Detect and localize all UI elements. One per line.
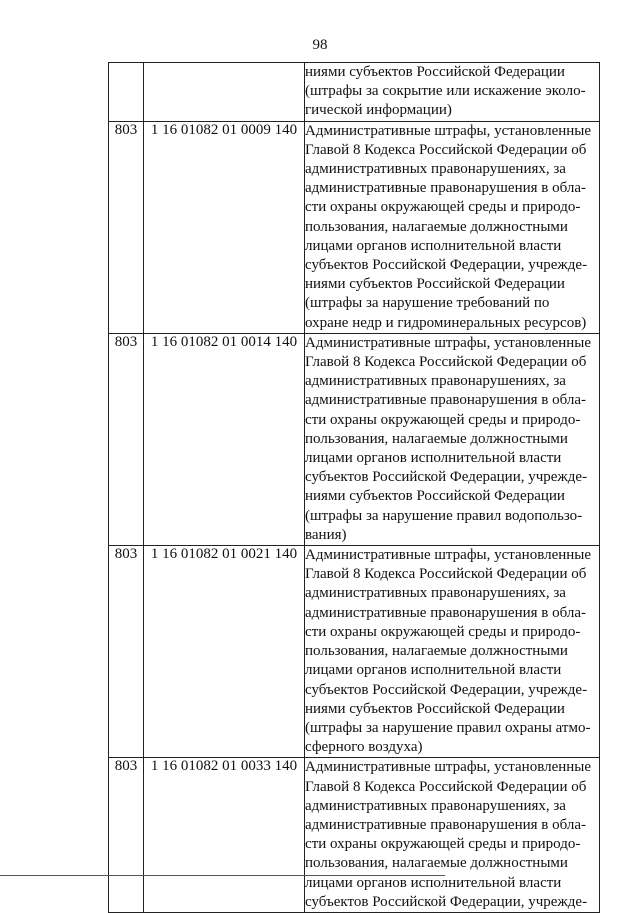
- budget-code-cell: 1 16 01082 01 0014 140: [144, 333, 305, 545]
- description-line: Главой 8 Кодекса Российской Федерации об: [305, 354, 587, 371]
- description-line: ниями субъектов Российской Федерации: [305, 488, 565, 505]
- description-line: (штрафы за нарушение правил водопользо-: [305, 507, 583, 524]
- description-line: лицами органов исполнительной власти: [305, 450, 562, 467]
- description-line: субъектов Российской Федерации, учрежде-: [305, 681, 588, 698]
- description-line: лицами органов исполнительной власти: [305, 874, 562, 891]
- description-line: субъектов Российской Федерации, учрежде-: [305, 257, 588, 274]
- description-line: субъектов Российской Федерации, учрежде-: [305, 469, 588, 486]
- description-line: пользования, налагаемые должностными: [305, 643, 568, 660]
- admin-code-cell: 803: [109, 333, 144, 545]
- description-line: Главой 8 Кодекса Российской Федерации об: [305, 566, 587, 583]
- table-row: [109, 758, 600, 913]
- description-line: административные правонарушения в обла-: [305, 392, 587, 409]
- description-line: гической информации): [305, 102, 452, 119]
- description-line: административные правонарушения в обла-: [305, 180, 587, 197]
- description-line: административных правонарушениях, за: [305, 797, 566, 814]
- description-line: административные правонарушения в обла-: [305, 816, 587, 833]
- description-line: сти охраны окружающей среды и природо-: [305, 411, 581, 428]
- description-line: вания): [305, 526, 347, 543]
- description-line: (штрафы за сокрытие или искажение эколо-: [305, 83, 586, 100]
- footer-rule: [0, 875, 445, 876]
- fines-table-body: [109, 63, 600, 913]
- description-line: (штрафы за нарушение требований по: [305, 295, 550, 312]
- description-cell: [305, 546, 600, 758]
- description-line: ниями субъектов Российской Федерации: [305, 276, 565, 293]
- description-cell: [305, 758, 600, 913]
- description-line: административные правонарушения в обла-: [305, 604, 587, 621]
- description-line: пользования, налагаемые должностными: [305, 430, 568, 447]
- budget-code-cell: 1 16 01082 01 0033 140: [144, 758, 305, 913]
- budget-code-cell: [144, 63, 305, 122]
- description-line: административных правонарушениях, за: [305, 161, 566, 178]
- description-line: лицами органов исполнительной власти: [305, 237, 562, 254]
- description-line: Административные штрафы, установленные: [305, 547, 592, 564]
- description-line: ниями субъектов Российской Федерации: [305, 700, 565, 717]
- description-line: пользования, налагаемые должностными: [305, 218, 568, 235]
- description-cell: [305, 333, 600, 545]
- description-line: Административные штрафы, установленные: [305, 122, 592, 139]
- description-cell: [305, 63, 600, 122]
- description-line: охране недр и гидроминеральных ресурсов): [305, 314, 587, 331]
- description-line: сти охраны окружающей среды и природо-: [305, 836, 581, 853]
- description-line: Административные штрафы, установленные: [305, 334, 592, 351]
- description-line: Административные штрафы, установленные: [305, 759, 592, 776]
- budget-code-cell: 1 16 01082 01 0009 140: [144, 121, 305, 333]
- description-line: ниями субъектов Российской Федерации: [305, 64, 565, 80]
- table-row: [109, 333, 600, 545]
- description-line: сти охраны окружающей среды и природо-: [305, 199, 581, 216]
- fines-table: [108, 62, 600, 913]
- description-line: сти охраны окружающей среды и природо-: [305, 623, 581, 640]
- description-cell: [305, 121, 600, 333]
- description-line: административных правонарушениях, за: [305, 585, 566, 602]
- description-line: пользования, налагаемые должностными: [305, 855, 568, 872]
- table-row: [109, 546, 600, 758]
- admin-code-cell: 803: [109, 546, 144, 758]
- description-line: (штрафы за нарушение правил охраны атмо-: [305, 719, 591, 736]
- admin-code-cell: 803: [109, 758, 144, 913]
- admin-code-cell: 803: [109, 121, 144, 333]
- description-line: Главой 8 Кодекса Российской Федерации об: [305, 778, 587, 795]
- description-line: лицами органов исполнительной власти: [305, 662, 562, 679]
- table-row: [109, 121, 600, 333]
- page-number: 98: [312, 37, 328, 53]
- admin-code-cell: [109, 63, 144, 122]
- description-line: Главой 8 Кодекса Российской Федерации об: [305, 141, 587, 158]
- description-line: административных правонарушениях, за: [305, 373, 566, 390]
- budget-code-cell: 1 16 01082 01 0021 140: [144, 546, 305, 758]
- description-line: субъектов Российской Федерации, учрежде-: [305, 893, 588, 910]
- description-line: сферного воздуха): [305, 739, 423, 756]
- table-row: [109, 63, 600, 122]
